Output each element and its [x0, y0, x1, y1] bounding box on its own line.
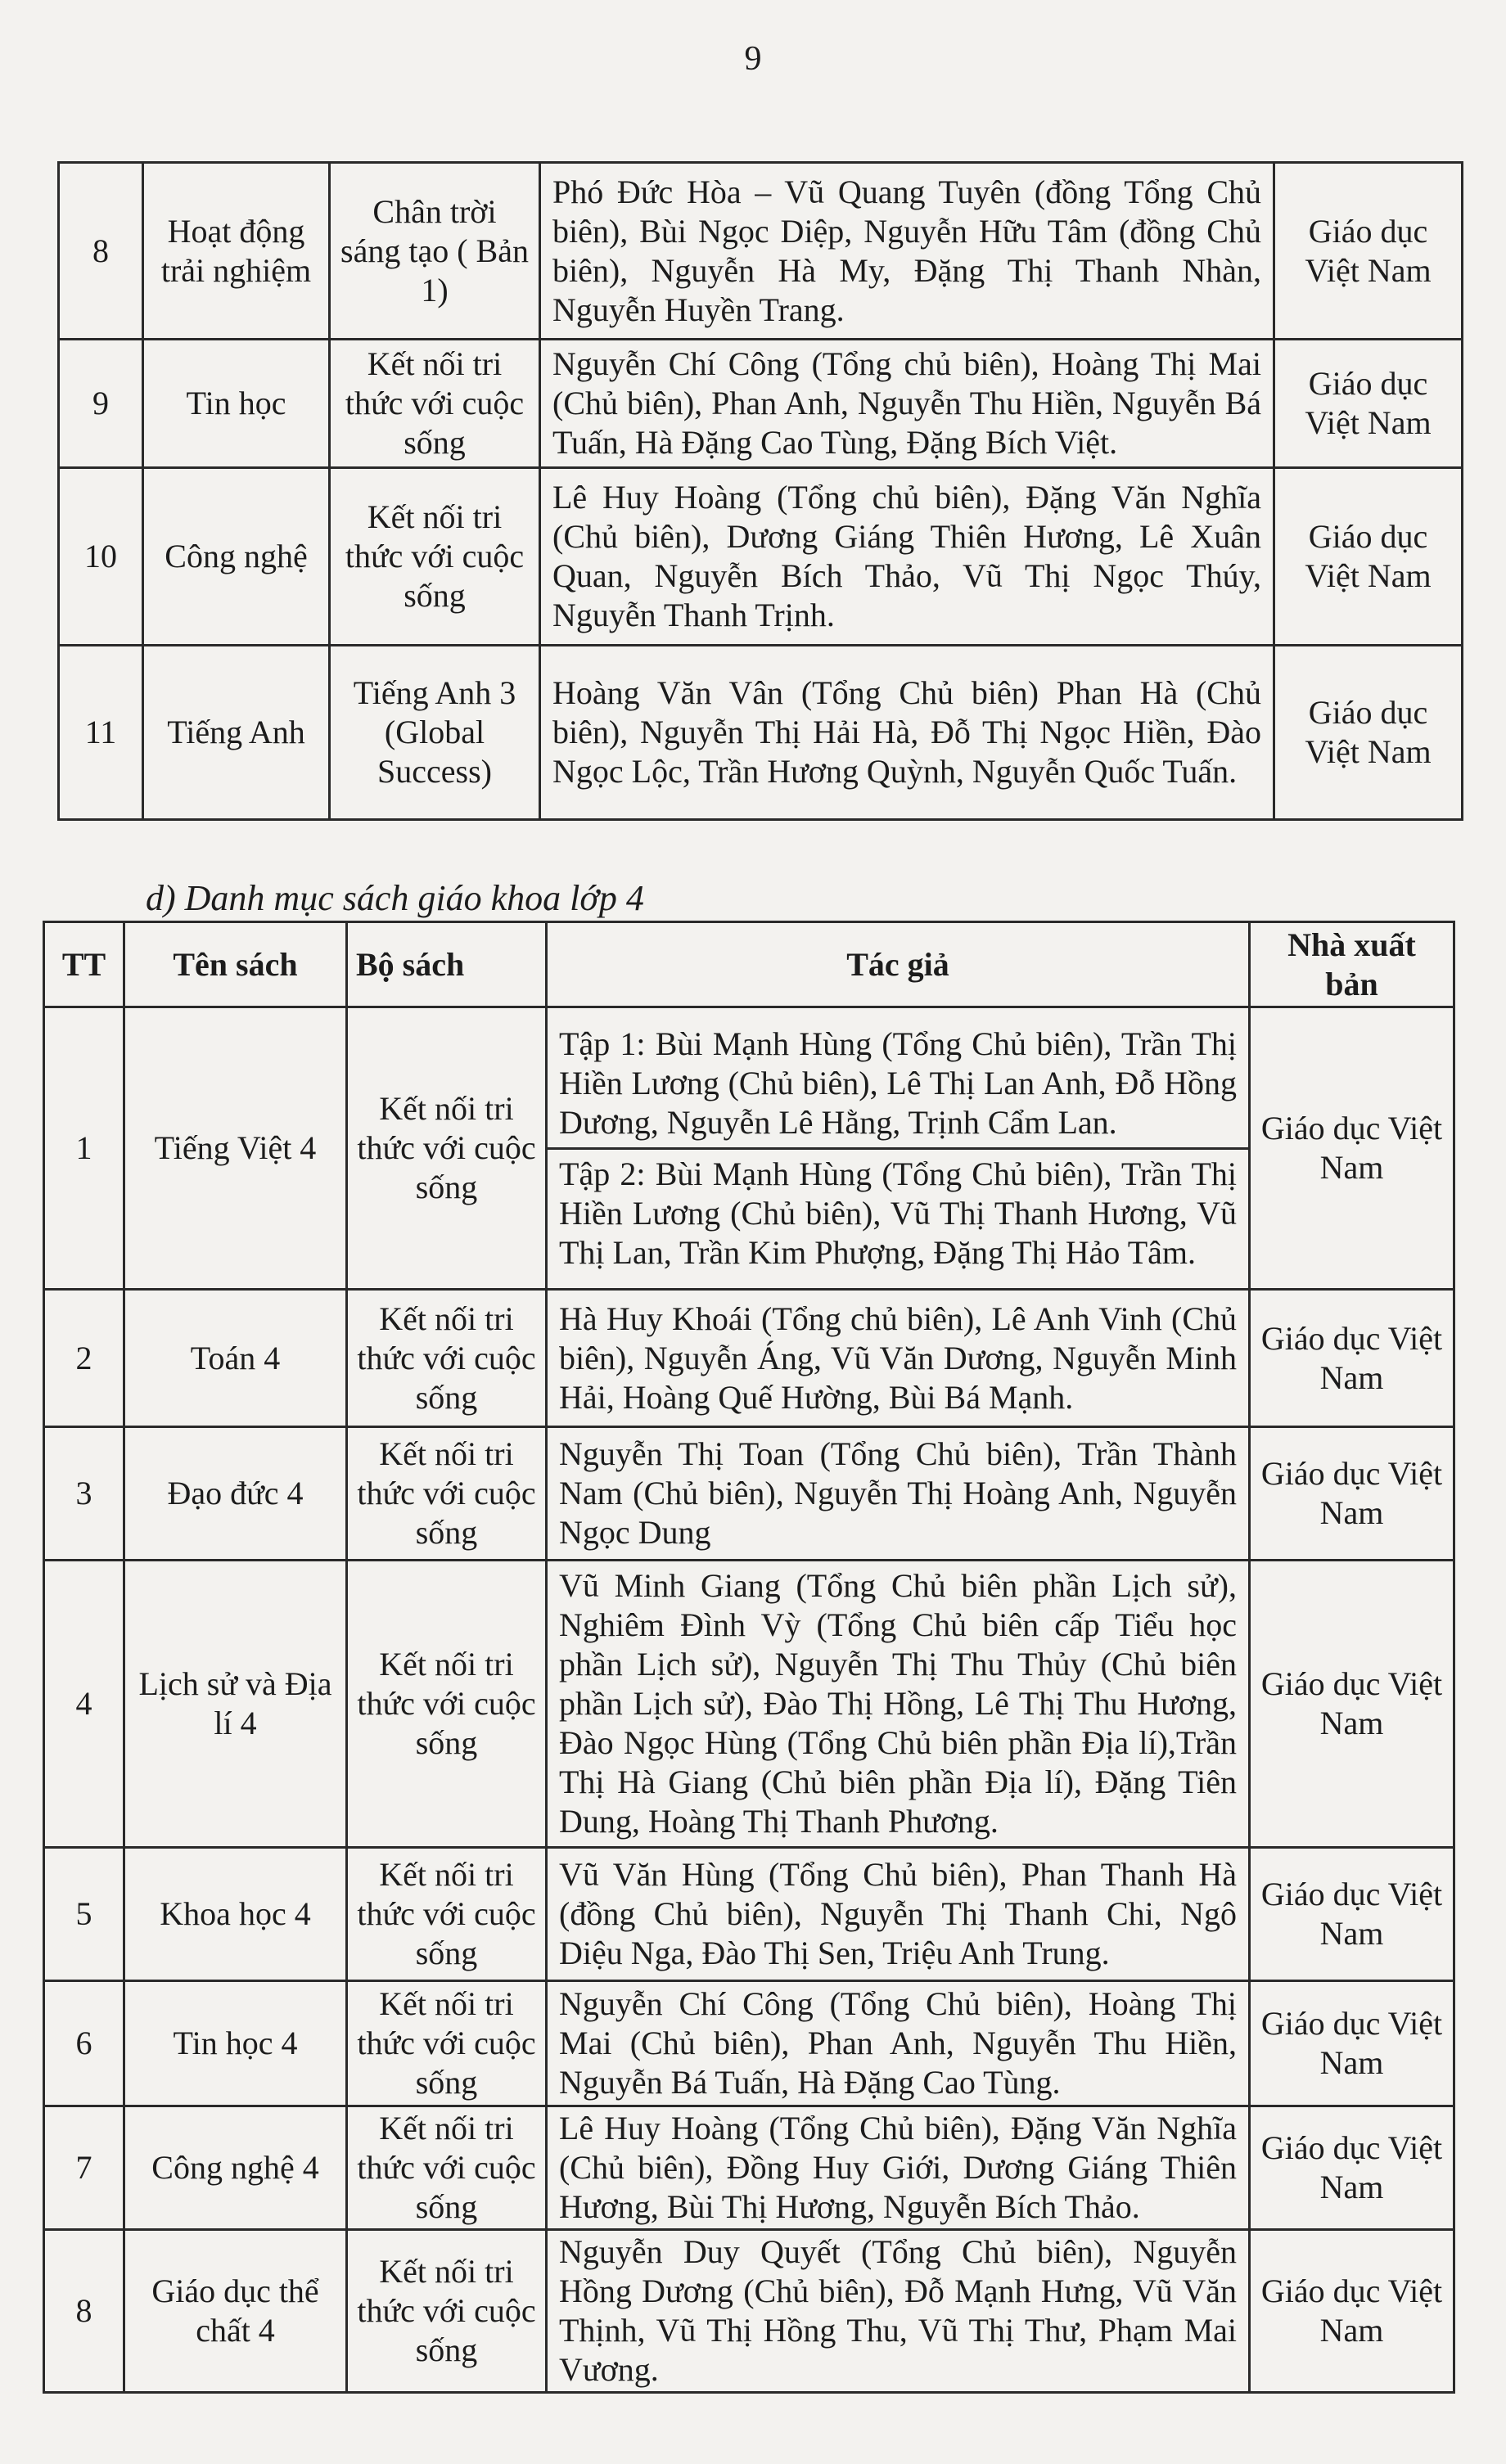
book-name: Hoạt động trải nghiệm: [143, 163, 330, 340]
table-row: [59, 163, 1463, 340]
grade4-textbook-table: [43, 921, 1455, 2394]
book-name: Công nghệ 4: [124, 2106, 347, 2230]
book-series: Kết nối tri thức với cuộc sống: [347, 1848, 547, 1981]
row-number: 1: [44, 1007, 124, 1290]
book-name: Tin học: [143, 340, 330, 468]
table-row: [59, 468, 1463, 646]
row-number: 2: [44, 1290, 124, 1427]
row-number: 8: [59, 163, 143, 340]
authors: Nguyễn Chí Công (Tổng chủ biên), Hoàng Thị Mai (Chủ biên), Phan Anh, Nguyễn Thu Hiền, Nguyễn Bá Tuấn, Hà Đặng Cao Tùng, Đặng Bích Việt.: [540, 340, 1274, 468]
authors: Hoàng Văn Vân (Tổng Chủ biên) Phan Hà (Chủ biên), Nguyễn Thị Hải Hà, Đỗ Thị Ngọc Hiền, Đào Ngọc Lộc, Trần Hương Quỳnh, Nguyễn Quốc Tuấn.: [540, 646, 1274, 820]
header-publisher: Nhà xuất bản: [1250, 922, 1454, 1007]
publisher: Giáo dục Việt Nam: [1274, 340, 1463, 468]
publisher: Giáo dục Việt Nam: [1250, 1981, 1454, 2106]
book-name: Tiếng Anh: [143, 646, 330, 820]
publisher: Giáo dục Việt Nam: [1250, 1427, 1454, 1561]
table-row: [59, 340, 1463, 468]
table-row: [44, 1561, 1454, 1848]
table-row: [44, 1290, 1454, 1427]
book-name: Lịch sử và Địa lí 4: [124, 1561, 347, 1848]
book-series: Kết nối tri thức với cuộc sống: [347, 1007, 547, 1290]
publisher: Giáo dục Việt Nam: [1250, 1290, 1454, 1427]
table-row: [44, 1981, 1454, 2106]
publisher: Giáo dục Việt Nam: [1274, 646, 1463, 820]
header-tt: TT: [44, 922, 124, 1007]
row-number: 8: [44, 2230, 124, 2393]
book-name: Tiếng Việt 4: [124, 1007, 347, 1290]
book-name: Toán 4: [124, 1290, 347, 1427]
publisher: Giáo dục Việt Nam: [1250, 2106, 1454, 2230]
authors-volume-2: Tập 2: Bùi Mạnh Hùng (Tổng Chủ biên), Trần Thị Hiền Lương (Chủ biên), Vũ Thị Thanh Hương, Vũ Thị Lan, Trần Kim Phượng, Đặng Thị Hảo Tâm.: [548, 1147, 1248, 1277]
publisher: Giáo dục Việt Nam: [1250, 1561, 1454, 1848]
book-series: Tiếng Anh 3 (Global Success): [330, 646, 540, 820]
row-number: 6: [44, 1981, 124, 2106]
publisher: Giáo dục Việt Nam: [1250, 1007, 1454, 1290]
grade3-table-continued: [57, 161, 1463, 821]
table-row: [44, 2106, 1454, 2230]
header-book-name: Tên sách: [124, 922, 347, 1007]
book-name: Giáo dục thể chất 4: [124, 2230, 347, 2393]
book-name: Khoa học 4: [124, 1848, 347, 1981]
authors: Nguyễn Duy Quyết (Tổng Chủ biên), Nguyễn Hồng Dương (Chủ biên), Đỗ Mạnh Hưng, Vũ Văn Thịnh, Vũ Thị Hồng Thu, Vũ Thị Thư, Phạm Mai Vương.: [547, 2230, 1250, 2393]
book-series: Kết nối tri thức với cuộc sống: [347, 1427, 547, 1561]
authors: Lê Huy Hoàng (Tổng Chủ biên), Đặng Văn Nghĩa (Chủ biên), Đồng Huy Giới, Dương Giáng Thiên Hương, Bùi Thị Hương, Nguyễn Bích Thảo.: [547, 2106, 1250, 2230]
row-number: 7: [44, 2106, 124, 2230]
authors: [547, 1007, 1250, 1290]
publisher: Giáo dục Việt Nam: [1250, 1848, 1454, 1981]
row-number: 10: [59, 468, 143, 646]
table-row: [44, 1848, 1454, 1981]
page-number: 9: [744, 40, 762, 78]
row-number: 5: [44, 1848, 124, 1981]
authors: Nguyễn Chí Công (Tổng Chủ biên), Hoàng Thị Mai (Chủ biên), Phan Anh, Nguyễn Thu Hiền, Nguyễn Bá Tuấn, Hà Đặng Cao Tùng.: [547, 1981, 1250, 2106]
header-authors: Tác giả: [547, 922, 1250, 1007]
row-number: 9: [59, 340, 143, 468]
header-book-series: Bộ sách: [347, 922, 547, 1007]
table-row: [59, 646, 1463, 820]
row-number: 4: [44, 1561, 124, 1848]
book-series: Kết nối tri thức với cuộc sống: [330, 340, 540, 468]
publisher: Giáo dục Việt Nam: [1274, 468, 1463, 646]
publisher: Giáo dục Việt Nam: [1250, 2230, 1454, 2393]
book-name: Đạo đức 4: [124, 1427, 347, 1561]
publisher: Giáo dục Việt Nam: [1274, 163, 1463, 340]
book-series: Kết nối tri thức với cuộc sống: [347, 1981, 547, 2106]
book-series: Kết nối tri thức với cuộc sống: [347, 2106, 547, 2230]
table-row: [44, 2230, 1454, 2393]
authors-volume-1: Tập 1: Bùi Mạnh Hùng (Tổng Chủ biên), Trần Thị Hiền Lương (Chủ biên), Lê Thị Lan Anh, Đỗ Hồng Dương, Nguyễn Lê Hằng, Trịnh Cẩm Lan.: [559, 1025, 1237, 1141]
book-name: Tin học 4: [124, 1981, 347, 2106]
authors: Nguyễn Thị Toan (Tổng Chủ biên), Trần Thành Nam (Chủ biên), Nguyễn Thị Hoàng Anh, Nguyễn Ngọc Dung: [547, 1427, 1250, 1561]
table-row: [44, 1427, 1454, 1561]
table-row: [44, 1007, 1454, 1290]
book-series: Chân trời sáng tạo ( Bản 1): [330, 163, 540, 340]
book-series: Kết nối tri thức với cuộc sống: [347, 1561, 547, 1848]
authors: Hà Huy Khoái (Tổng chủ biên), Lê Anh Vinh (Chủ biên), Nguyễn Áng, Vũ Văn Dương, Nguyễn Minh Hải, Hoàng Quế Hường, Bùi Bá Mạnh.: [547, 1290, 1250, 1427]
table-header-row: [44, 922, 1454, 1007]
row-number: 3: [44, 1427, 124, 1561]
authors: Lê Huy Hoàng (Tổng chủ biên), Đặng Văn Nghĩa (Chủ biên), Dương Giáng Thiên Hương, Lê Xuân Quan, Nguyễn Bích Thảo, Vũ Thị Ngọc Thúy, Nguyễn Thanh Trịnh.: [540, 468, 1274, 646]
book-series: Kết nối tri thức với cuộc sống: [330, 468, 540, 646]
authors: Phó Đức Hòa – Vũ Quang Tuyên (đồng Tổng Chủ biên), Bùi Ngọc Diệp, Nguyễn Hữu Tâm (đồng Chủ biên), Nguyễn Hà My, Đặng Thị Thanh Nhàn, Nguyễn Huyền Trang.: [540, 163, 1274, 340]
book-name: Công nghệ: [143, 468, 330, 646]
book-series: Kết nối tri thức với cuộc sống: [347, 2230, 547, 2393]
authors: Vũ Minh Giang (Tổng Chủ biên phần Lịch sử), Nghiêm Đình Vỳ (Tổng Chủ biên cấp Tiểu học phần Lịch sử), Nguyễn Thị Thu Thủy (Chủ biên phần Lịch sử), Đào Thị Hồng, Lê Thị Thu Hương, Đào Ngọc Hùng (Tổng Chủ biên phần Địa lí),Trần Thị Hà Giang (Chủ biên phần Địa lí), Đặng Tiên Dung, Hoàng Thị Thanh Phương.: [547, 1561, 1250, 1848]
section-heading: d) Danh mục sách giáo khoa lớp 4: [146, 878, 644, 918]
book-series: Kết nối tri thức với cuộc sống: [347, 1290, 547, 1427]
authors: Vũ Văn Hùng (Tổng Chủ biên), Phan Thanh Hà (đồng Chủ biên), Nguyễn Thị Thanh Chi, Ngô Diệu Nga, Đào Thị Sen, Triệu Anh Trung.: [547, 1848, 1250, 1981]
row-number: 11: [59, 646, 143, 820]
